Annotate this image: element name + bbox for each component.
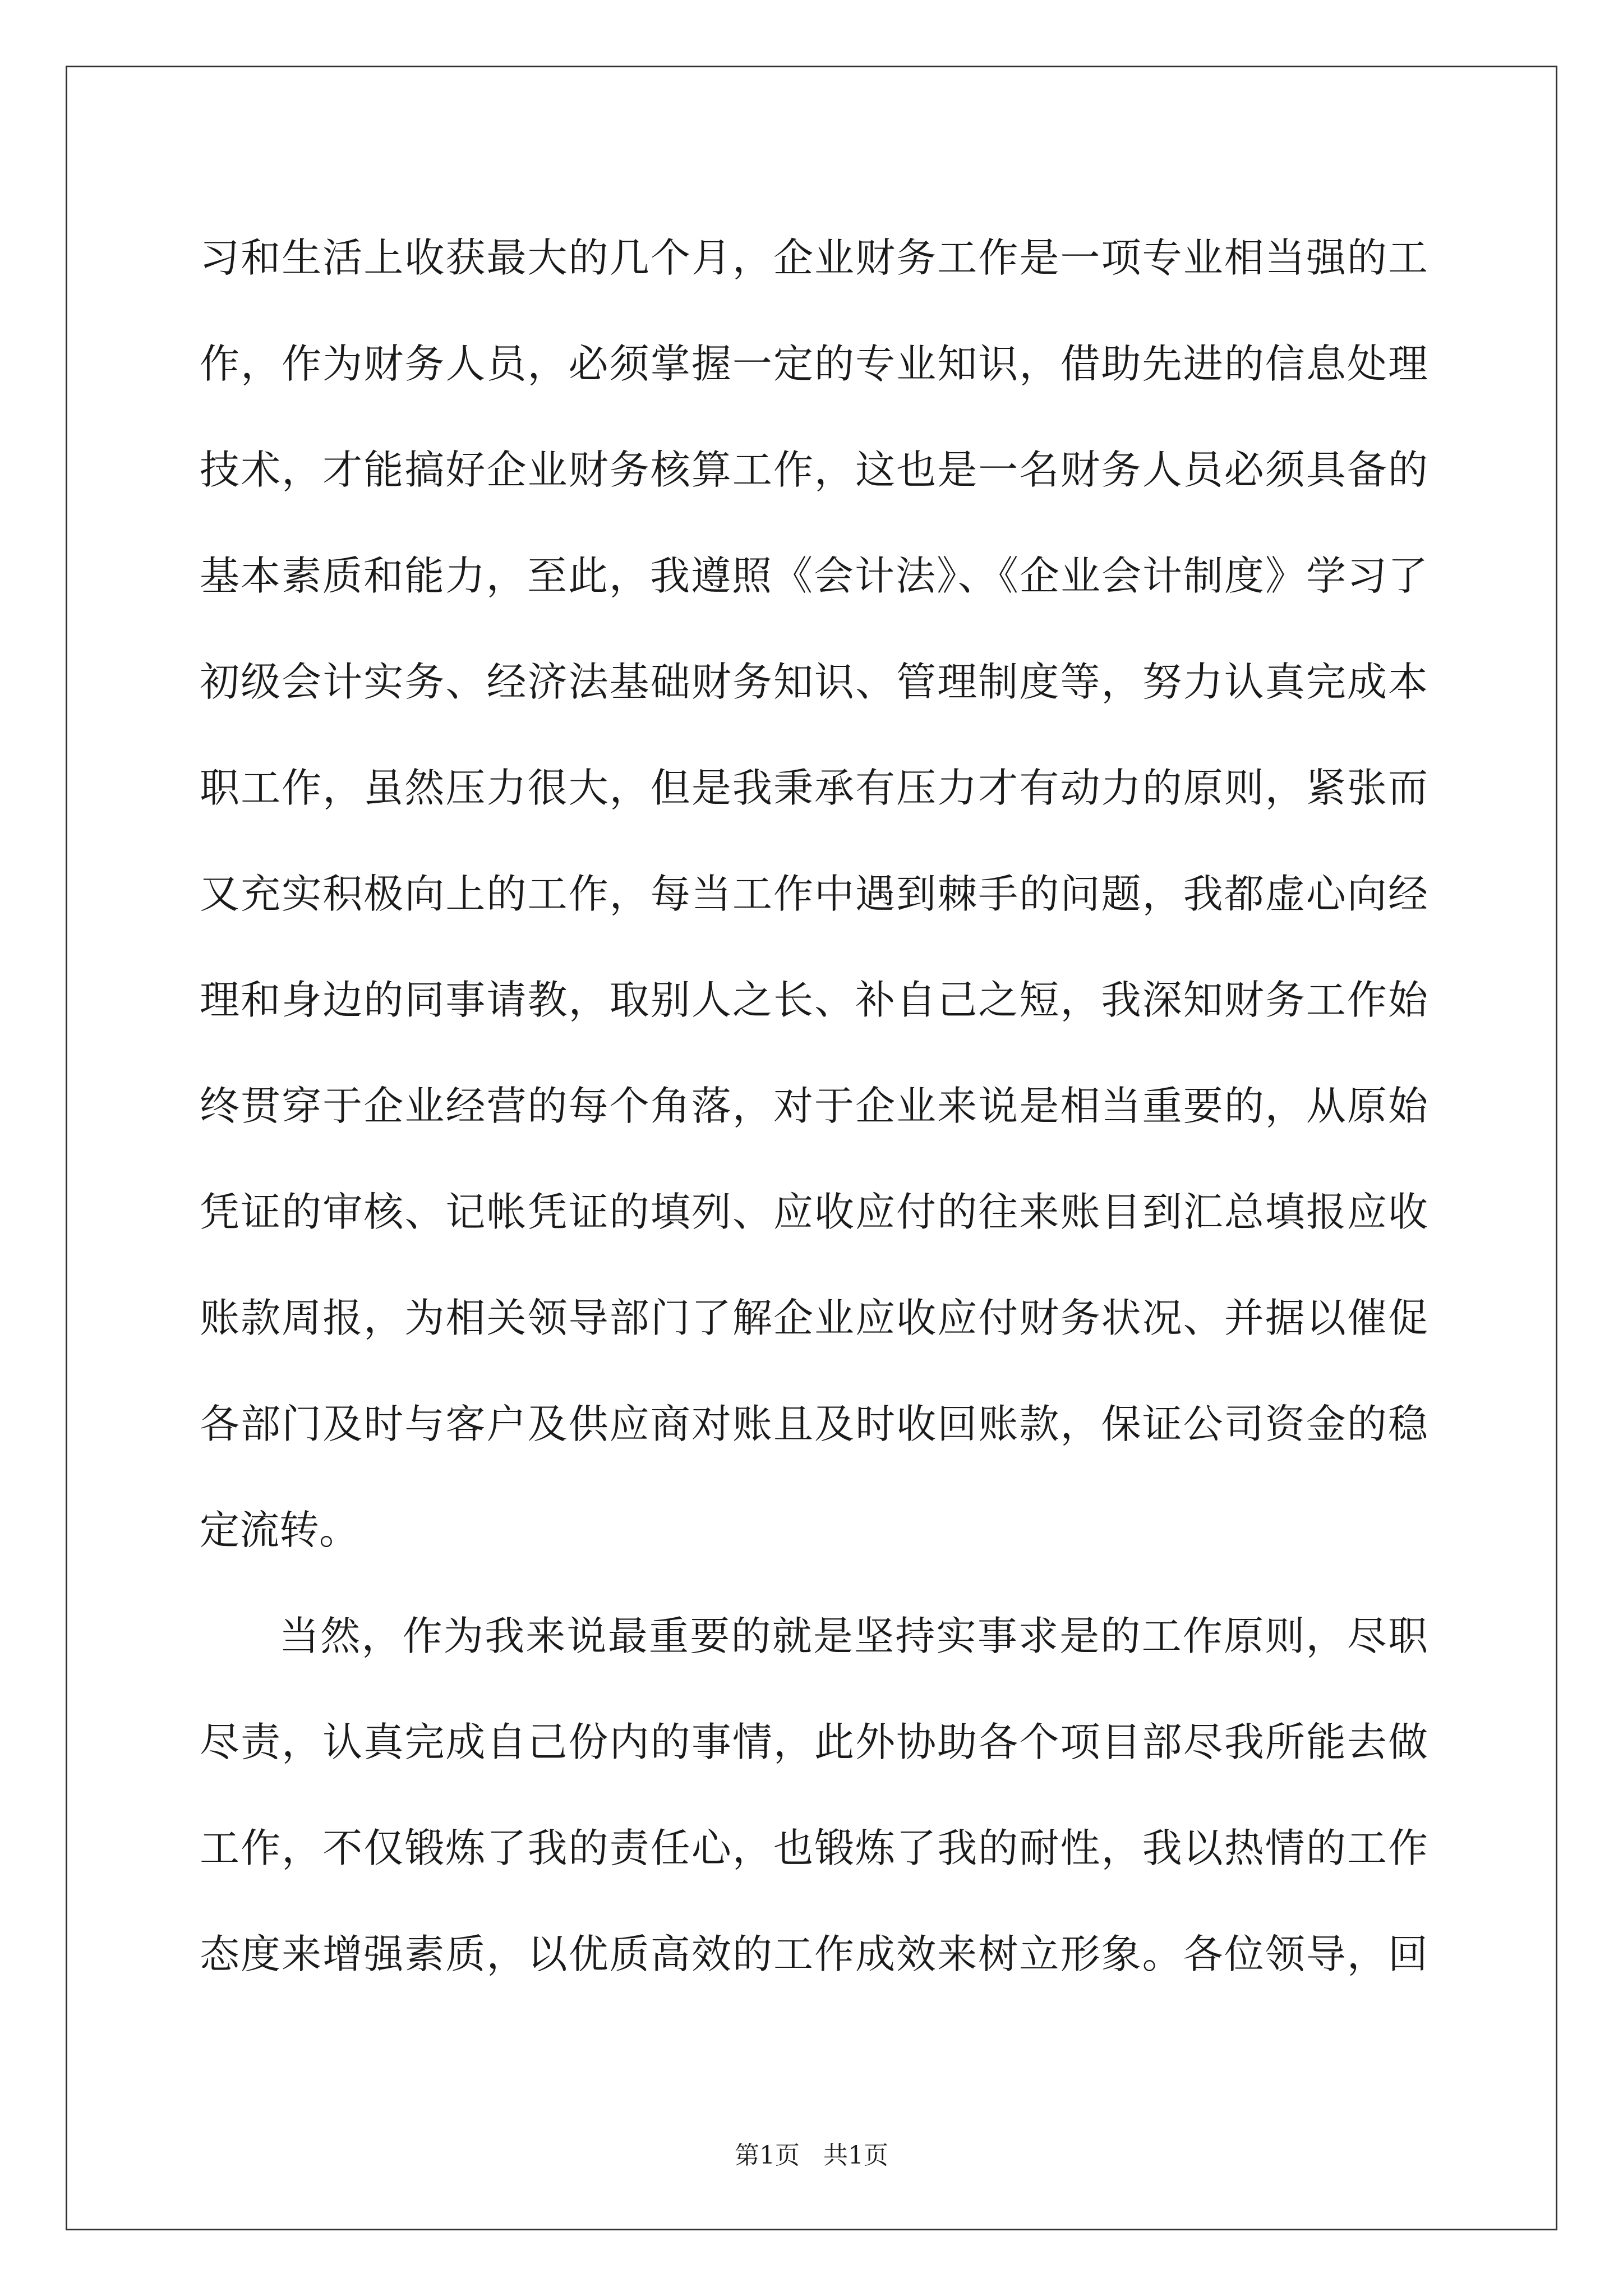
text-line: 初级会计实务、经济法基础财务知识、管理制度等，努力认真完成本 (200, 659, 1428, 705)
text-line: 当然，作为我来说最重要的就是坚持实事求是的工作原则，尽职 (279, 1613, 1428, 1659)
document-body (200, 205, 1428, 2007)
text-line: 职工作，虽然压力很大，但是我秉承有压力才有动力的原则，紧张而 (200, 765, 1428, 811)
text-line: 终贯穿于企业经营的每个角落，对于企业来说是相当重要的，从原始 (200, 1083, 1428, 1129)
text-line: 又充实积极向上的工作，每当工作中遇到棘手的问题，我都虚心向经 (200, 871, 1428, 917)
text-line: 作，作为财务人员，必须掌握一定的专业知识，借助先进的信息处理 (200, 341, 1428, 387)
text-line: 定流转。 (200, 1507, 359, 1553)
text-line: 各部门及时与客户及供应商对账且及时收回账款，保证公司资金的稳 (200, 1401, 1428, 1447)
text-line: 基本素质和能力，至此，我遵照《会计法》、《企业会计制度》学习了 (200, 553, 1428, 599)
text-line: 态度来增强素质，以优质高效的工作成效来树立形象。各位领导，回 (200, 1931, 1428, 1977)
text-line: 理和身边的同事请教，取别人之长、补自己之短，我深知财务工作始 (200, 977, 1428, 1023)
text-line: 尽责，认真完成自己份内的事情，此外协助各个项目部尽我所能去做 (200, 1719, 1428, 1765)
text-line: 凭证的审核、记帐凭证的填列、应收应付的往来账目到汇总填报应收 (200, 1189, 1428, 1235)
text-line: 技术，才能搞好企业财务核算工作，这也是一名财务人员必须具备的 (200, 447, 1428, 493)
text-line: 习和生活上收获最大的几个月，企业财务工作是一项专业相当强的工 (200, 234, 1428, 281)
text-line: 账款周报，为相关领导部门了解企业应收应付财务状况、并据以催促 (200, 1295, 1428, 1341)
text-line: 工作，不仅锻炼了我的责任心，也锻炼了我的耐性，我以热情的工作 (200, 1825, 1428, 1871)
page-footer: 第1页 共1页 (735, 2141, 888, 2170)
